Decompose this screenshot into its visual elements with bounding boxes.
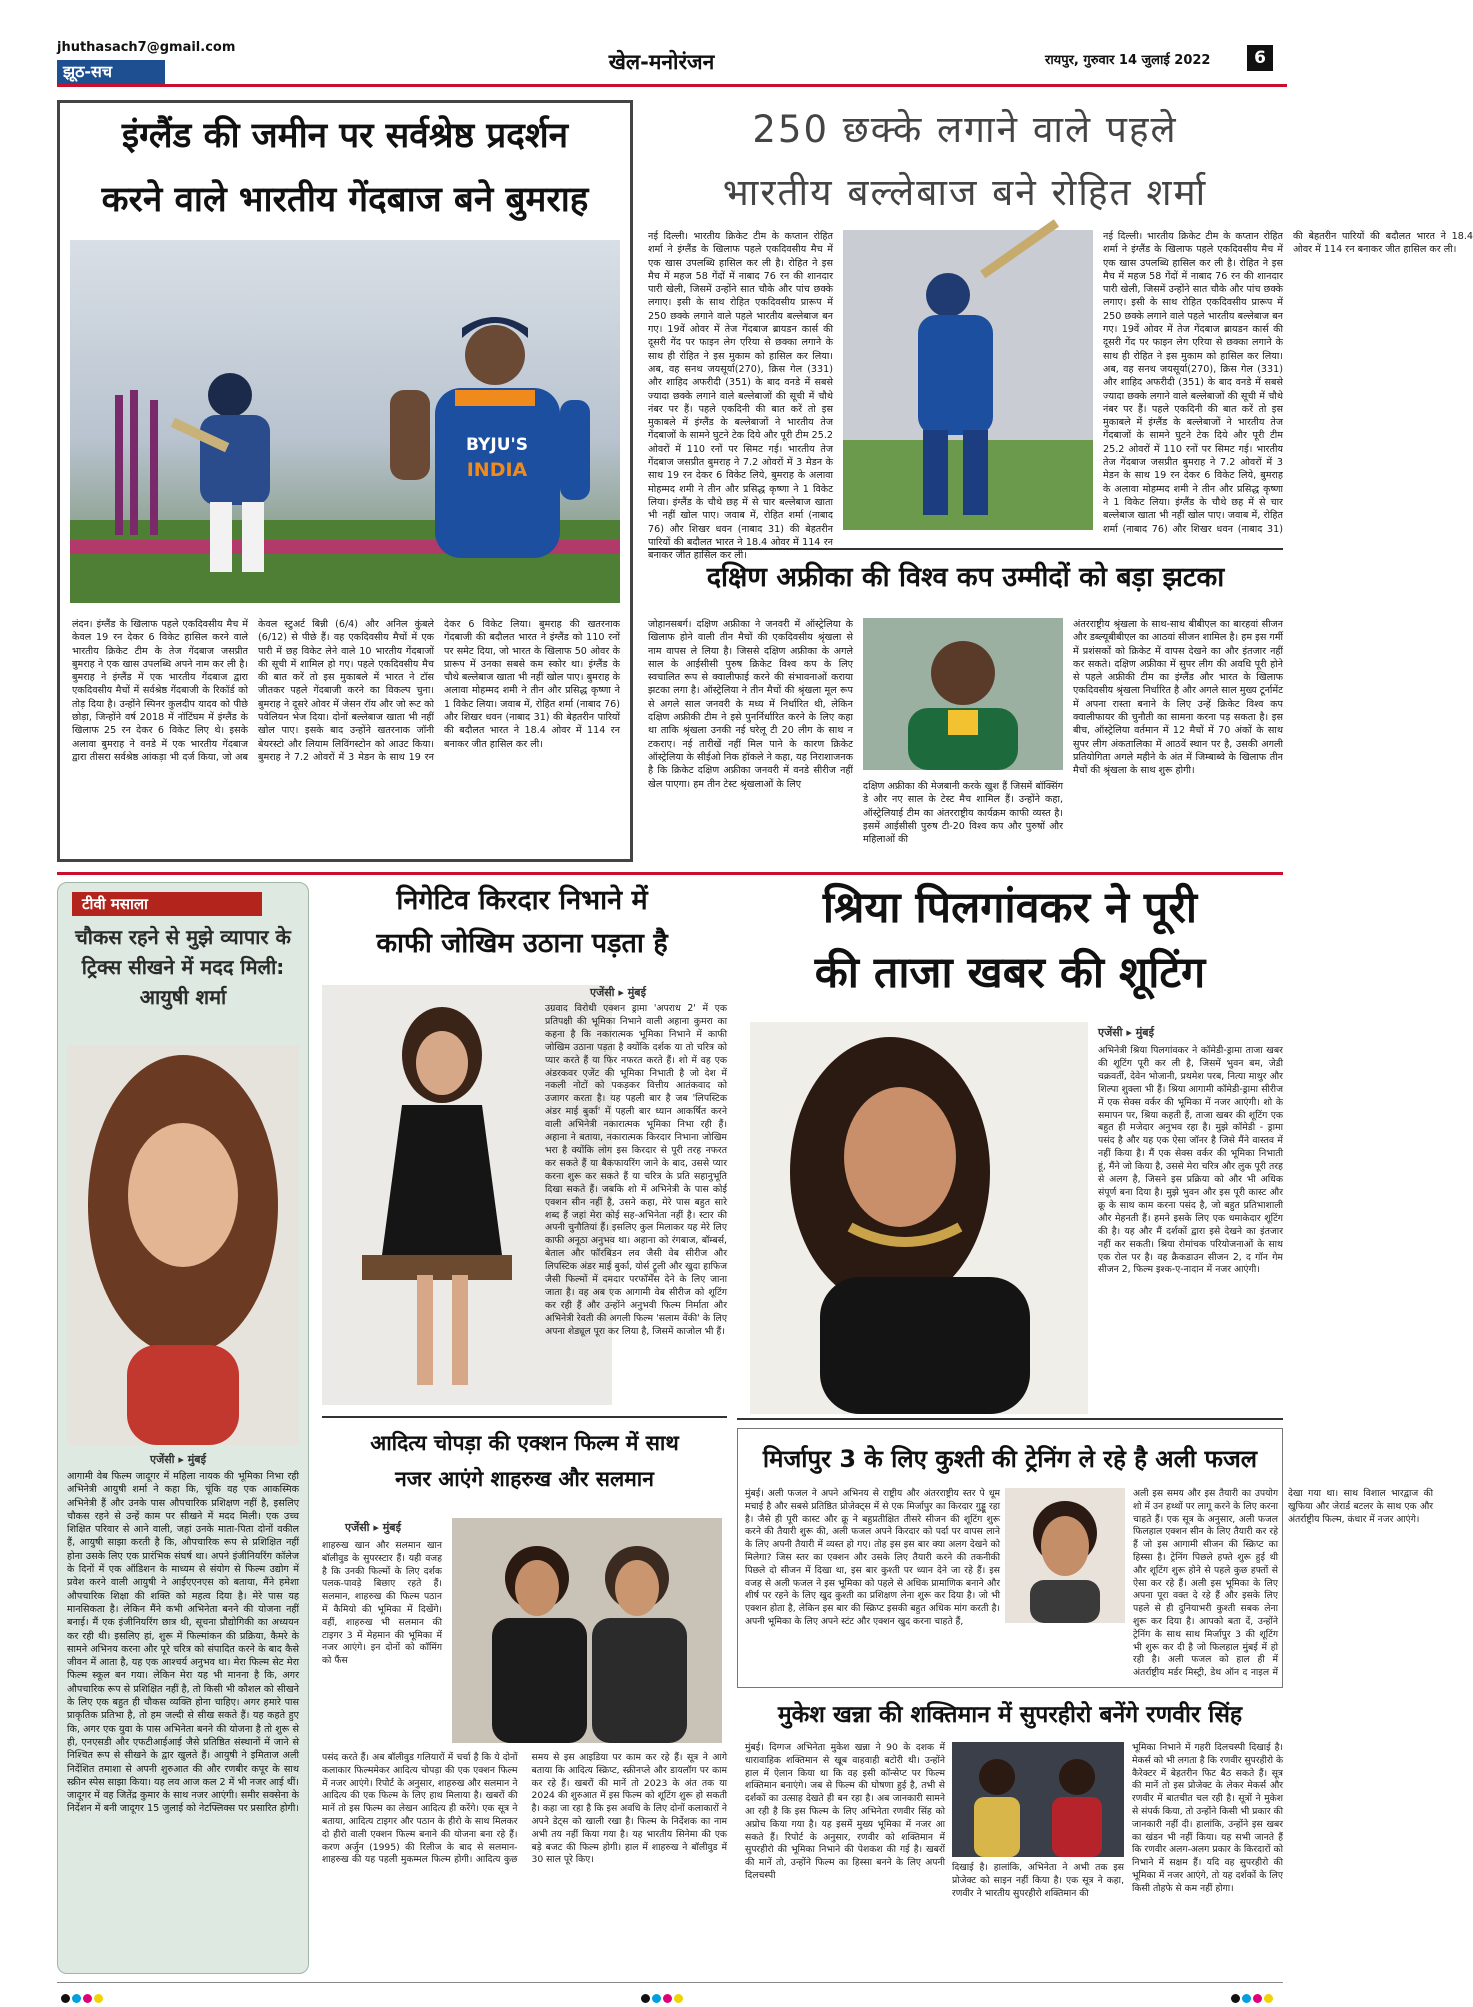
shaktimaan-photo: [952, 1742, 1124, 1857]
ali-headline: मिर्जापुर 3 के लिए कुश्ती की ट्रेनिंग ले रहे है अली फजल: [762, 1445, 1258, 1473]
shriya-headline-line2: की ताजा खबर की शूटिंग: [814, 948, 1206, 998]
masthead-rule: [57, 84, 1287, 87]
jersey-country-text: INDIA: [466, 459, 528, 481]
south-africa-body-1: जोहानसबर्ग। दक्षिण अफ्रीका ने जनवरी में ऑस्ट्रेलिया के खिलाफ होने वाली तीन मैचों की एकदिवसीय श्रृंखला से नाम वापस ले लिया है। जिससे दक्षिण अफ्रीका के अगले साल के आईसीसी पुरुष क्रिकेट विश्व कप के लिए स्वचालित रूप से क्वालीफाई करने की संभावनाओं कराया झटका लगा है। ऑस्ट्रेलिया ने तीन मैचों की श्रृंखला मूल रूप से अगले साल जनवरी के मध्य में निर्धारित थी, लेकिन दक्षिण अफ्रीकी टीम ने इसे पुनर्निर्धारित करने के लिए कहा था ताकि श्रृंखला उनकी नई घरेलू टी 20 लीग के साथ न टकराए। नई तारीखें नहीं मिल पाने के कारण क्रिकेट ऑस्ट्रेलिया के सीईओ निक हॉकले ने कहा, यह निराशाजनक है कि क्रिकेट दक्षिण अफ्रीका जनवरी में वनडे सीरीज नहीं खेल पाएगा। हम तीन टेस्ट श्रृंखलाओं के लिए: [648, 619, 853, 790]
tv-masala-tag: टीवी मसाला: [72, 892, 262, 916]
ayushi-article-body: आगामी वेब फिल्म जादूगर में महिला नायक की भूमिका निभा रही अभिनेत्री आयुषी शर्मा ने कहा कि, चूंकि वह एक आकस्मिक अभिनेत्री हैं और उनके पास औपचारिक प्रशिक्षण नहीं है, इसलिए चौकस रहने से उन्हें काम पर सीखने में मदद मिली। एक उच्च शिक्षित परिवार से आने वाली, जहां उनके माता-पिता दोनों वकील हैं, आयुषी साझा करती है कि, औपचारिक रूप से प्रशिक्षित नहीं होना उसके लिए एक प्रारंभिक संघर्ष था। अपने इंजीनियरिंग कॉलेज के दिनों में एक ऑडिशन के माध्यम से संयोग से फिल्म उद्योग में प्रवेश करने वाली आयुषी ने आईएएनएस को बताया, मैंने हमेशा औपचारिक शिक्षा की शक्ति को महत्व दिया है। मेरे पास यह मानसिकता है। लेकिन मैंने कभी अभिनेता बनने की योजना नहीं बनाई। मैं एक इंजीनियरिंग छात्र थी, सूचना प्रौद्योगिकी का अध्ययन कर रही थी। इसलिए हां, शुरू में फिल्मांकन की प्रक्रिया, कैमरे के सामने अभिनय करना और पूरे चरित्र को संपादित करने के बाद कैसे जीवन में आता है, यह एक आश्चर्य अनुभव था। मेरा फिल्म सेट मेरा फिल्म स्कूल बन गया। लेकिन मेरा यह भी मानना है कि, अगर औपचारिक रूप से प्रशिक्षित नहीं है, तो किसी भी कौशल को सीखने के लिए एक बहुत ही चौकस व्यक्ति होना चाहिए। अगर हमारे पास प्राकृतिक प्रतिभा है, तो हम जल्दी से सीख सकते हैं। यह कहते हुए कि, अगर एक युवा के पास अभिनेता बनने की योजना है तो शुरू से ही, एनएसडी और एफटीआईआई जैसे प्रतिष्ठित संस्थानों में जाने से निश्चित रूप से सीखने के द्वार खुलते हैं। आयुषी ने इमिताज अली निर्देशित तमाशा से अपनी शुरुआत की और रणबीर कपूर के साथ स्क्रीन स्पेस साझा किया। यह लव आज कल 2 में भी नजर आई थीं। जादूगर में वह जितेंद्र कुमार के साथ नजर आएंगी। समीर सक्सेना के निर्देशन में बनी जादूगर 15 जुलाई को नेटफ्लिक्स पर प्रसारित होगी।: [67, 1471, 300, 1815]
ayushi-photo: [67, 1045, 299, 1445]
south-africa-body-3: अंतरराष्ट्रीय श्रृंखला के साथ-साथ बीबीएल का बारहवां सीजन और डब्ल्यूबीबीएल का आठवां सीजन शामिल है। हम इस गर्मी में प्रशंसकों को क्रिकेट में वापस देखने का और इंतजार नहीं कर सकते। दक्षिण अफ्रीका में सुपर लीग की अवधि पूरी होने से पहले अफ्रीकी टीम का इंग्लैंड और भारत के खिलाफ एकदिवसीय श्रृंखला निर्धारित है और अगले साल मुख्य टूर्नामेंट में अपना रास्ता बनाने के लिए उन्हें क्रिकेट विश्व कप क्वालीफायर की चुनौती का सामना करना पड़ सकता है। इस बीच, ऑस्ट्रेलिया वर्तमान में 12 मैचों में 70 अंकों के साथ सुपर लीग अंकतालिका में आठवें स्थान पर है, उसकी अगली प्रतियोगिता अगले महीने के अंत में जिम्बाब्वे के खिलाफ तीन मैचों की श्रृंखला के साथ शुरू होगी।: [1073, 619, 1283, 777]
shaktimaan-headline: मुकेश खन्ना की शक्तिमान में सुपरहीरो बनेंगे रणवीर सिंह: [777, 1702, 1243, 1728]
negative-headline-line1: निगेटिव किरदार निभाने में: [396, 885, 648, 916]
page-number: 6: [1247, 45, 1273, 71]
bumrah-headline-line2: करने वाले भारतीय गेंदबाज बने बुमराह: [101, 180, 589, 220]
south-africa-player-photo: [863, 618, 1063, 770]
ayushi-byline: एजेंसी ▸ मुंबई: [150, 1453, 206, 1466]
negative-headline-line2: काफी जोखिम उठाना पड़ता है: [376, 928, 668, 959]
jersey-brand-text: BYJU'S: [466, 435, 528, 455]
footer-color-marks-right: [1230, 1988, 1274, 2007]
bumrah-photo: [70, 240, 620, 603]
masthead-date: रायपुर, गुरुवार 14 जुलाई 2022: [1045, 53, 1211, 68]
bowler-portrait-illustration: [863, 618, 1063, 770]
top-half-separator: [57, 872, 1283, 875]
negative-byline: एजेंसी ▸ मुंबई: [590, 986, 646, 999]
negative-bottom-rule: [322, 1416, 727, 1418]
masthead-logo: झूठ-सच: [57, 60, 165, 84]
footer-color-marks-center: [640, 1988, 684, 2007]
rohit-headline-line2: भारतीय बल्लेबाज बने रोहित शर्मा: [722, 171, 1208, 214]
aditya-headline-line2: नजर आएंगे शाहरुख और सलमान: [395, 1467, 654, 1491]
ayushi-headline: चौकस रहने से मुझे व्यापार के ट्रिक्स सीखने में मदद मिली: आयुषी शर्मा: [75, 925, 291, 1009]
aditya-headline-line1: आदित्य चोपड़ा की एक्शन फिल्म में साथ: [370, 1431, 679, 1455]
bumrah-headline-line1: इंग्लैंड की जमीन पर सर्वश्रेष्ठ प्रदर्शन: [121, 116, 569, 156]
rohit-headline-line1: 250 छक्के लगाने वाले पहले: [752, 108, 1178, 151]
actress-portrait-illustration: [67, 1045, 299, 1445]
srk-salman-photo: [452, 1518, 722, 1743]
rohit-article-col-right: [1103, 230, 1473, 546]
shaktimaan-article-body-1: मुंबई। दिग्गज अभिनेता मुकेश खन्ना ने 90 के दशक में धारावाहिक शक्तिमान से खूब वाहवाही बटोरी थी। उन्होंने हाल में ऐलान किया था कि वह इसी कॉन्सेप्ट पर फिल्म शक्तिमान बनाएंगे। जब से फिल्म की घोषणा हुई है, तभी से दर्शकों का उत्साह देखते ही बन रहा है। अब जानकारी सामने आ रही है कि इस फिल्म के लिए अभिनेता रणवीर सिंह को अप्रोच किया गया है। यह इसमें मुख्य भूमिका में नजर आ सकते हैं। रिपोर्ट के अनुसार, रणवीर को शक्तिमान में सुपरहीरो की भूमिका निभाने की पेशकश की गई है। खबरों की मानें तो, उन्होंने फिल्म का हिस्सा बनने के लिए अपनी दिलचस्पी: [745, 1742, 945, 1881]
shriya-headline-line1: श्रिया पिलगांवकर ने पूरी: [822, 883, 1198, 933]
rohit-bottom-rule: [648, 548, 1283, 550]
rohit-article-continued: नई दिल्ली। भारतीय क्रिकेट टीम के कप्तान रोहित शर्मा ने इंग्लैंड के खिलाफ पहले एकदिवसीय मैच में एक खास उपलब्धि हासिल कर ली है। रोहित ने इस मैच में महज 58 गेंदों में नाबाद 76 रन की शानदार पारी खेली, जिसमें उन्होंने सात चौके और पांच छक्के लगाए। इसी के साथ रोहित एकदिवसीय प्रारूप में 250 छक्के लगाने वाले पहले भारतीय बल्लेबाज बन गए। 19वें ओवर में तेज गेंदबाज ब्रायडन कार्स की दूसरी गेंद पर फाइन लेग एरिया से छक्का लगाने के साथ ही रोहित ने इस मुकाम को हासिल कर लिया। अब, वह सनथ जयसूर्या(270), क्रिस गेल (331) और शाहिद अफरीदी (351) के बाद वनडे में सबसे ज्यादा छक्के लगाने वाले बल्लेबाजों की सूची में चौथे नंबर पर हैं। पहले एकदिनी की बात करें तो इस मुकाबले में इंग्लैंड के बल्लेबाजों ने भारतीय तेज गेंदबाजों के सामने घुटने टेक दिये और पूरी टीम 25.2 ओवरों में 110 रनों पर सिमट गई। भारतीय तेज गेंदबाज जसप्रीत बुमराह ने 7.2 ओवरों में 3 मेडन के साथ 19 रन देकर 6 विकेट लिये, बुमराह के अलावा मोहम्मद शमी ने तीन और प्रसिद्ध कृष्णा ने 1 विकेट लिया। इंग्लैंड के चौथे छह में से चार बल्लेबाज खाता भी नहीं खोल पाए। जवाब में, रोहित शर्मा (नाबाद 76) और शिखर धवन (नाबाद 31) की बेहतरीन पारियों की बदौलत भारत ने 18.4 ओवर में 114 रन बनाकर जीत हासिल कर ली।: [1103, 231, 1473, 535]
south-africa-headline: दक्षिण अफ्रीका की विश्व कप उम्मीदों को बड़ा झटका: [706, 562, 1225, 593]
shriya-bottom-rule: [737, 1418, 1283, 1420]
cricket-match-illustration: [70, 240, 620, 603]
shriya-photo: [750, 1022, 1088, 1414]
masthead-email[interactable]: jhuthasach7@gmail.com: [57, 40, 236, 55]
section-title: खेल-मनोरंजन: [608, 50, 715, 74]
actor-portrait-illustration: [1005, 1488, 1125, 1623]
shaktimaan-article-body-3: भूमिका निभाने में गहरी दिलचस्पी दिखाई है। मेकर्स को भी लगता है कि रणवीर सुपरहीरो के कैरेक्टर में बेहतरीन फिट बैठ सकते हैं। सूत्र की मानें तो इस प्रोजेक्ट के लेकर मेकर्स और रणवीर में बातचीत चल रही है। सूत्रों ने मुकेश से संपर्क किया, तो उन्होंने किसी भी प्रकार की जानकारी नहीं दी। हालांकि, उन्होंने इस खबर का खंडन भी नहीं किया। यह सभी जानते हैं कि रणवीर अलग-अलग प्रकार के किरदारों को निभाने में सक्षम हैं। यदि वह सुपरहीरो की भूमिका में नजर आएंगे, तो यह दर्शकों के लिए किसी तोहफे से कम नहीं होगा।: [1132, 1742, 1284, 1894]
superhero-illustration: [952, 1742, 1124, 1857]
two-actors-illustration: [452, 1518, 722, 1743]
rohit-photo: [843, 230, 1093, 530]
shaktimaan-article-body-2: दिखाई है। हालांकि, अभिनेता ने अभी तक इस प्रोजेक्ट को साइन नहीं किया है। एक सूत्र ने कहा, रणवीर ने भारतीय सुपरहीरो शक्तिमान की: [952, 1862, 1124, 1899]
shriya-byline: एजेंसी ▸ मुंबई: [1098, 1026, 1154, 1039]
rohit-article-col-left: नई दिल्ली। भारतीय क्रिकेट टीम के कप्तान रोहित शर्मा ने इंग्लैंड के खिलाफ पहले एकदिवसीय मैच में एक खास उपलब्धि हासिल कर ली है। रोहित ने इस मैच में महज 58 गेंदों में नाबाद 76 रन की शानदार पारी खेली, जिसमें उन्होंने सात चौके और पांच छक्के लगाए। इसी के साथ रोहित एकदिवसीय प्रारूप में 250 छक्के लगाने वाले पहले भारतीय बल्लेबाज बन गए। 19वें ओवर में तेज गेंदबाज ब्रायडन कार्स की दूसरी गेंद पर फाइन लेग एरिया से छक्का लगाने के साथ ही रोहित ने इस मुकाम को हासिल कर लिया। अब, वह सनथ जयसूर्या(270), क्रिस गेल (331) और शाहिद अफरीदी (351) के बाद वनडे में सबसे ज्यादा छक्के लगाने वाले बल्लेबाजों की सूची में चौथे नंबर पर हैं। पहले एकदिनी की बात करें तो इस मुकाबले में इंग्लैंड के बल्लेबाजों ने भारतीय तेज गेंदबाजों के सामने घुटने टेक दिये और पूरी टीम 25.2 ओवरों में 110 रनों पर सिमट गई। भारतीय तेज गेंदबाज जसप्रीत बुमराह ने 7.2 ओवरों में 3 मेडन के साथ 19 रन देकर 6 विकेट लिये, बुमराह के अलावा मोहम्मद शमी ने तीन और प्रसिद्ध कृष्णा ने 1 विकेट लिया। इंग्लैंड के चौथे छह में से चार बल्लेबाज खाता भी नहीं खोल पाए। जवाब में, रोहित शर्मा (नाबाद 76) और शिखर धवन (नाबाद 31) की बेहतरीन पारियों की बदौलत भारत ने 18.4 ओवर में 114 रन बनाकर जीत हासिल कर ली।: [648, 231, 833, 562]
ali-article-body-1: मुंबई। अली फजल ने अपने अभिनय से राष्ट्रीय और अंतरराष्ट्रीय स्तर पे धूम मचाई है और सबसे प्रतिष्ठित प्रोजेक्ट्स में से एक मिर्जापुर का किरदार गुड्डू रहा है। जैसे ही पूरी कास्ट और क्रू ने बहुप्रतीक्षित तीसरे सीजन की शूटिंग शुरू करने की तैयारी शुरू की, अली फजल अपने किरदार को पर्दा पर वापस लाने के लिए अपनी तैयारी में व्यस्त हो गए। तोह इस इस बार क्या अलग देखने को मिलेगा? जिस स्तर का एक्शन और उसके लिए तैयारी करने की तकनीकी पिछले दो सीजन में दिखा था, इस बार कुश्ती पर ध्यान देने जा रहे हैं। इस वजह से अली फजल ने इस भूमिका को पहले से अधिक प्रामाणिक बनाने और शीर्ष पर रहने के लिए खुद कुश्ती का प्रशिक्षण लेना शुरू कर दिया है। जो भी एक्शन होता है, लेकिन इस बार की स्क्रिप्ट इसकी बहुत अधिक मांग करती है। अपनी भूमिका के लिए अपने स्टंट और एक्शन खुद करना चाहते हैं,: [745, 1488, 1000, 1627]
ali-fazal-photo: [1005, 1488, 1125, 1623]
bumrah-article-body: लंदन। इंग्लैंड के खिलाफ पहले एकदिवसीय मैच में केवल 19 रन देकर 6 विकेट हासिल करने वाले भारतीय क्रिकेट टीम के तेज गेंदबाज जसप्रीत बुमराह ने एक खास उपलब्धि अपने नाम कर ली है। बुमराह ने इंग्लैंड में एक भारतीय गेंदबाज द्वारा एकदिवसीय मैचों में सर्वश्रेष्ठ गेंदबाजी के रिकॉर्ड को तोड़ दिया है। उन्होंने स्पिनर कुलदीप यादव को पीछे छोड़ा, जिन्होंने वर्ष 2018 में नॉटिंघम में इंग्लैंड के खिलाफ 25 रन देकर 6 विकेट लिए थे। इसके अलावा बुमराह ने वनडे में एक भारतीय गेंदबाज द्वारा तीसरा सर्वश्रेष्ठ आंकड़ा भी दर्ज किया, जो अब केवल स्टुअर्ट बिन्नी (6/4) और अनिल कुंबले (6/12) से पीछे हैं। वह एकदिवसीय मैचों में एक पारी में छह विकेट लेने वाले 10 भारतीय गेंदबाजों की सूची में शामिल हो गए। पहले एकदिवसीय मैच की बात करें तो इस मुकाबले में भारत ने टॉस जीतकर पहले गेंदबाजी करने का विकल्प चुना। बुमराह ने दूसरे ओवर में जेसन रॉय और जो रूट को पवेलियन भेज दिया। दोनों बल्लेबाज खाता भी नहीं खोल पाए। इसके बाद उन्होंने खतरनाक जॉनी बेयरस्टो और लियाम लिविंगस्टोन को आउट किया। बुमराह ने 7.2 ओवरों में 3 मेडन के साथ 19 रन देकर 6 विकेट लिया। बुमराह की खतरनाक गेंदबाजी की बदौलत भारत ने इंग्लैंड को 110 रनों पर समेट दिया, जो भारत के खिलाफ 50 ओवर के प्रारूप में उनका सबसे कम स्कोर था। इंग्लैंड के चौथे बल्लेबाज खाता भी नहीं खोल पाए। बुमराह के अलावा मोहम्मद शमी ने तीन और प्रसिद्ध कृष्णा ने 1 विकेट लिया। जवाब में, रोहित शर्मा (नाबाद 76) और शिखर धवन (नाबाद 31) की बेहतरीन पारियों की बदौलत भारत ने 18.4 ओवर में 114 रन बनाकर जीत हासिल कर ली।: [72, 619, 620, 763]
ali-article-body-2: अली इस समय और इस तैयारी का उपयोग शो में उन हथ्थों पर लागू करने के लिए करना चाहते हैं। एक सूत्र के अनुसार, अली फजल फिलहाल एक्शन सीन के लिए तैयारी कर रहे हैं जो इस आगामी सीजन की स्क्रिप्ट का हिस्सा है। ट्रेनिंग पिछले हफ्ते शुरू हुई थी और शूटिंग शुरू होने से पहले कुछ हफ्तों से ऐसा कर रहे हैं। अली इस भूमिका के लिए अपना पूरा वक्त दे रहे हैं और इसके लिए पहले से ही दुनियाभरी कुश्ती सबक लेना शुरू कर दिया है। आपको बता दें, उन्होंने ट्रेनिंग के साथ साथ मिर्जापुर 3 की शूटिंग भी शुरू कर दी है जो फिलहाल मुंबई में हो रही है। अली फजल को हाल ही में अंतर्राष्ट्रीय मर्डर मिस्ट्री, डेथ ऑन द नाइल में देखा गया था। साथ विशाल भारद्वाज की खुफिया और जेरार्ड बटलर के साथ एक और अंतर्राष्ट्रीय फिल्म, कंधार में नजर आएंगे।: [1133, 1488, 1433, 1679]
aditya-article-body-2: पसंद करते हैं। अब बॉलीवुड गलियारों में चर्चा है कि ये दोनों कलाकार फिल्ममेकर आदित्य चोपड़ा की एक एक्शन फिल्म में नजर आएंगे। रिपोर्ट के अनुसार, शाहरुख और सलमान ने आदित्य की एक फिल्म के लिए हाथ मिलाया है। खबरों की मानें तो इस फिल्म का लेखन आदित्य ही करेंगे। एक सूत्र ने बताया, आदित्य टाइगर और पठान के हीरो के साथ मिलकर दो हीरो वाली एक्शन फिल्म बनाने की योजना बना रहे हैं। करण अर्जुन (1995) की रिलीज के बाद से सलमान-शाहरुख की यह पहली मुकम्मल फिल्म होगी। आदित्य कुछ समय से इस आइडिया पर काम कर रहे हैं। सूत्र ने आगे बताया कि आदित्य स्क्रिप्ट, स्क्रीनप्ले और डायलॉग पर काम कर रहे हैं। खबरों की मानें तो 2023 के अंत तक या 2024 की शुरुआत में इस फिल्म को शूटिंग शुरू हो सकती है। कहा जा रहा है कि इस अवधि के लिए दोनों कलाकारों ने अपने डेट्स को खाली रखा है। फिल्म के निर्देशक का नाम अभी तय नहीं किया गया है। यह भारतीय सिनेमा की एक बड़े बजट की फिल्म होगी। हाल में शाहरुख ने बॉलीवुड में 30 साल पूरे किए।: [322, 1752, 727, 1866]
footer-color-marks-left: [60, 1988, 104, 2007]
south-africa-body-2: दक्षिण अफ्रीका की मेजबानी करके खुश हैं जिसमें बॉक्सिंग डे और नए साल के टेस्ट मैच शामिल हैं। उन्होंने कहा, ऑस्ट्रेलियाई टीम का अंतरराष्ट्रीय कार्यक्रम काफी व्यस्त है। इसमें आईसीसी पुरुष टी-20 विश्व कप और पुरुषों और महिलाओं की: [863, 781, 1063, 846]
negative-article-body: उग्रवाद विरोधी एक्शन ड्रामा 'अपराध 2' में एक प्रतिपक्षी की भूमिका निभाने वाली अहाना कुमरा का कहना है कि नकारात्मक भूमिका निभाने में काफी जोखिम उठाना पड़ता है क्योंकि दर्शक या तो चरित्र को प्यार करते हैं या फिर नफरत करते हैं। शो में वह एक अंडरकवर एजेंट की भूमिका निभाती है जो देश में नकली नोटों को पकड़कर वित्तीय आतंकवाद को उजागर करता है। यह पहली बार है जब 'लिपस्टिक अंडर माई बुर्का' में पहली बार ध्यान आकर्षित करने वाली अभिनेत्री नकारात्मक भूमिका निभा रही हैं। अहाना ने बताया, नकारात्मक किरदार निभाना जोखिम भरा है क्योंकि लोग इस किरदार से पूरी तरह नफरत कर सकते हैं या बैकफायरिंग जाने के बाद, उससे प्यार करना शुरू कर सकते हैं या चरित्र के प्रति सहानुभूति दिखा सकते हैं। जबकि शो में अभिनेत्री के पास कोई एक्शन सीन नहीं है, उसने कहा, मेरे पास बहुत सारे शब्द हैं जहां मेरा कोई सह-अभिनेता नहीं है। स्टार की अपनी चुनौतियां हैं। इसलिए कुल मिलाकर यह मेरे लिए काफी अनूठा अनुभव था। अहाना को रंगबाज, बॉम्बर्स, बेताल और फॉरबिडन लव जैसी वेब सीरीज और लिपस्टिक अंडर माई बुर्का, योर्स ट्रूली और खुदा हाफिज जैसी फिल्मों में दमदार परफॉर्मेंस देने के लिए जाना जाता है। वह अब एक आगामी वेब सीरीज को शूटिंग कर रही हैं और उन्होंने अनुभवी फिल्म निर्माता और अभिनेत्री रेवती की अगली फिल्म 'सलाम वेंकी' के लिए अपना शेड्यूल पूरा कर लिया है, जिसमें काजोल भी हैं।: [545, 1003, 727, 1337]
footer-rule: [57, 1982, 1283, 1983]
aditya-byline: एजेंसी ▸ मुंबई: [345, 1521, 401, 1534]
aditya-article-body-1: शाहरुख खान और सलमान खान बॉलीवुड के सुपरस्टार हैं। यही वजह है कि उनकी फिल्मों के लिए दर्शक पलक-पावड़े बिछाए रहते हैं। सलमान, शाहरुख की फिल्म पठान में कैमियो की भूमिका में दिखेंगे। वहीं, शाहरुख भी सलमान की टाइगर 3 में मेहमान की भूमिका में नजर आएंगे। इन दोनों को कॉमिंग को फैंस: [322, 1540, 442, 1667]
actress-closeup-illustration: [750, 1022, 1088, 1414]
masthead: [0, 0, 1323, 92]
shriya-article-body: अभिनेत्री श्रिया पिलगांवकर ने कॉमेडी-ड्रामा ताजा खबर की शूटिंग पूरी कर ली है, जिसमें भुवन बम, जेडी चक्रवर्ती, देवेन भोजानी, प्रथमेश परब, नित्या माथुर और शिल्पा शुक्ला भी हैं। श्रिया आगामी कॉमेडी-ड्रामा सीरीज में एक सेक्स वर्कर की भूमिका में नजर आएंगी। शो के समापन पर, श्रिया कहती हैं, ताजा खबर की शूटिंग एक बहुत ही मजेदार अनुभव रहा है। मुझे कॉमेडी - ड्रामा पसंद है और यह एक ऐसा जॉनर है जिसे मैंने वास्तव में नहीं किया है। मैं एक सेक्स वर्कर की भूमिका निभाती हूं, मैंने जो किया है, उससे मेरा चरित्र और लुक पूरी तरह से अलग है, जिसने इस प्रक्रिया को और भी अधिक संपूर्ण बना दिया है। मुझे भुवन और इस पूरी कास्ट और क्रू के साथ काम करना पसंद है, जो बहुत प्रतिभाशाली और मेहनती हैं। हमने इसके लिए एक धमाकेदार शूटिंग की है। यह और मैं दर्शकों द्वारा इसे देखने का इंतजार नहीं कर सकती। श्रिया रोमांचक परियोजनाओं के साथ एक रोल पर है। वह क्रैकडाउन सीजन 2, द गॉन गेम सीजन 2, फिल्म इश्क-ए-नादान में नजर आएंगी।: [1098, 1045, 1283, 1276]
rohit-batting-illustration: [843, 230, 1093, 530]
